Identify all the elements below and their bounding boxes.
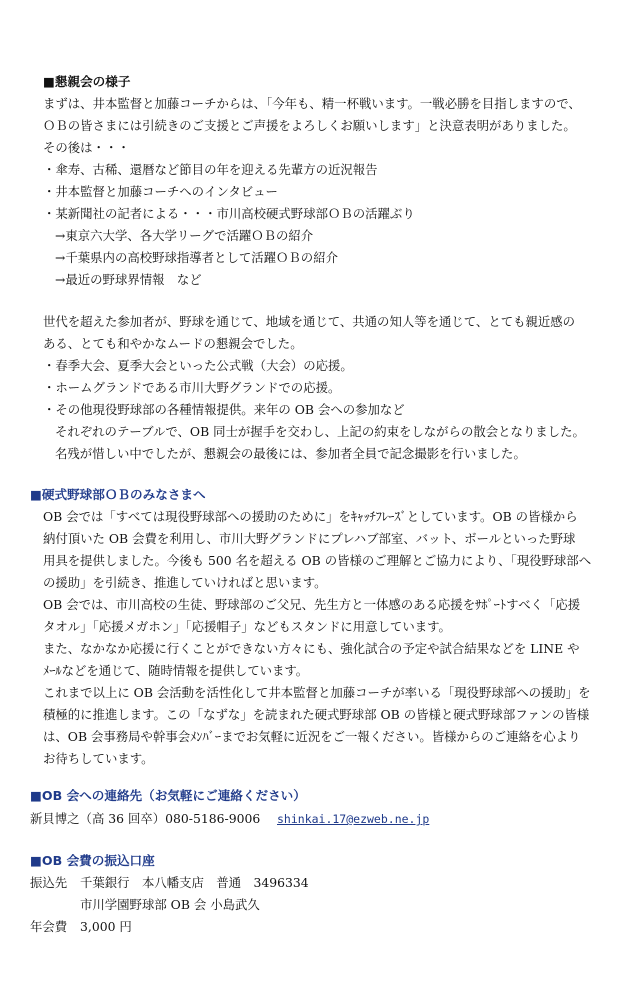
bullet-item: ・某新聞社の記者による・・・市川高校硬式野球部ＯＢの活躍ぶり bbox=[43, 206, 415, 221]
contact-email-link[interactable]: shinkai.17@ezweb.ne.jp bbox=[277, 812, 430, 826]
arrow-item: →東京六大学、各大学リーグで活躍ＯＢの紹介 bbox=[55, 228, 314, 243]
arrow-item: →最近の野球界情報 など bbox=[55, 272, 202, 287]
transfer-label: 振込先 bbox=[30, 875, 68, 890]
paragraph-line: お待ちしています。 bbox=[43, 751, 154, 766]
section-heading-party: ■懇親会の様子 bbox=[43, 74, 131, 89]
contact-name-phone: 新貝博之（高 36 回卒）080-5186-9006 bbox=[30, 811, 261, 826]
paragraph-line: 名残が惜しい中でしたが、懇親会の最後には、参加者全員で記念撮影を行いました。 bbox=[55, 446, 526, 461]
paragraph-line: 世代を超えた参加者が、野球を通じて、地域を通じて、共通の知人等を通じて、とても親近感の bbox=[43, 314, 576, 329]
annual-fee-value: 3,000 円 bbox=[80, 919, 132, 934]
bullet-item: ・井本監督と加藤コーチへのインタビュー bbox=[43, 184, 278, 199]
section-heading-contact: ■OB 会への連絡先（お気軽にご連絡ください） bbox=[30, 788, 306, 803]
paragraph-line: まずは、井本監督と加藤コーチからは、「今年も、精一杯戦います。一戦必勝を目指しますので、 bbox=[43, 96, 581, 111]
paragraph-line: その後は・・・ bbox=[43, 140, 130, 155]
paragraph-line: ＯＢの皆さまには引続きのご支援とご声援をよろしくお願いします」と決意表明がありました。 bbox=[43, 118, 576, 133]
annual-fee-label: 年会費 bbox=[30, 919, 68, 934]
bullet-item: ・春季大会、夏季大会といった公式戦（大会）の応援。 bbox=[43, 358, 353, 373]
paragraph-line: また、なかなか応援に行くことができない方々にも、強化試合の予定や試合結果などを LINE や bbox=[43, 641, 580, 656]
paragraph-line: OB 会では、市川高校の生徒、野球部のご父兄、先生方と一体感のある応援をｻﾎﾟｰﾄすべく「応援 bbox=[43, 597, 581, 612]
section-heading-ob-members: ■硬式野球部ＯＢのみなさまへ bbox=[30, 487, 206, 502]
section-heading-bank-account: ■OB 会費の振込口座 bbox=[30, 853, 155, 868]
paragraph-line: これまで以上に OB 会活動を活性化して井本監督と加藤コーチが率いる「現役野球部への援助」を bbox=[43, 685, 591, 700]
paragraph-line: ある、とても和やかなムードの懇親会でした。 bbox=[43, 336, 303, 351]
arrow-item: →千葉県内の高校野球指導者として活躍ＯＢの紹介 bbox=[55, 250, 338, 265]
paragraph-line: それぞれのテーブルで、OB 同士が握手を交わし、上記の約束をしながらの散会となりました。 bbox=[55, 424, 585, 439]
paragraph-line: 納付頂いた OB 会費を利用し、市川大野グランドにプレハブ部室、バット、ボールといった野球 bbox=[43, 531, 576, 546]
bank-details: 千葉銀行 本八幡支店 普通 3496334 bbox=[80, 875, 309, 890]
paragraph-line: タオル」「応援メガホン」「応援帽子」などもスタンドに用意しています。 bbox=[43, 619, 451, 634]
paragraph-line: の援助」を引続き、推進していければと思います。 bbox=[43, 575, 327, 590]
bullet-item: ・その他現役野球部の各種情報提供。来年の OB 会への参加など bbox=[43, 402, 405, 417]
bullet-item: ・ホームグランドである市川大野グランドでの応援。 bbox=[43, 380, 341, 395]
paragraph-line: 積極的に推進します。この「なずな」を読まれた硬式野球部 OB の皆様と硬式野球部ファンの皆様 bbox=[43, 707, 590, 722]
bullet-item: ・傘寿、古稀、還暦など節目の年を迎える先輩方の近況報告 bbox=[43, 162, 378, 177]
paragraph-line: ﾒｰﾙなどを通じて、随時情報を提供しています。 bbox=[43, 663, 309, 678]
paragraph-line: は、OB 会事務局や幹事会ﾒﾝﾊﾞｰまでお気軽に近況をご一報ください。皆様からのご連絡を心より bbox=[43, 729, 581, 744]
account-holder: 市川学園野球部 OB 会 小島武久 bbox=[80, 897, 260, 912]
paragraph-line: 用具を提供しました。今後も 500 名を超える OB の皆様のご理解とご協力により、「現役野球部へ bbox=[43, 553, 592, 568]
paragraph-line: OB 会では「すべては現役野球部への援助のために」をｷｬｯﾁﾌﾚｰｽﾞとしています。OB の皆様から bbox=[43, 509, 578, 524]
